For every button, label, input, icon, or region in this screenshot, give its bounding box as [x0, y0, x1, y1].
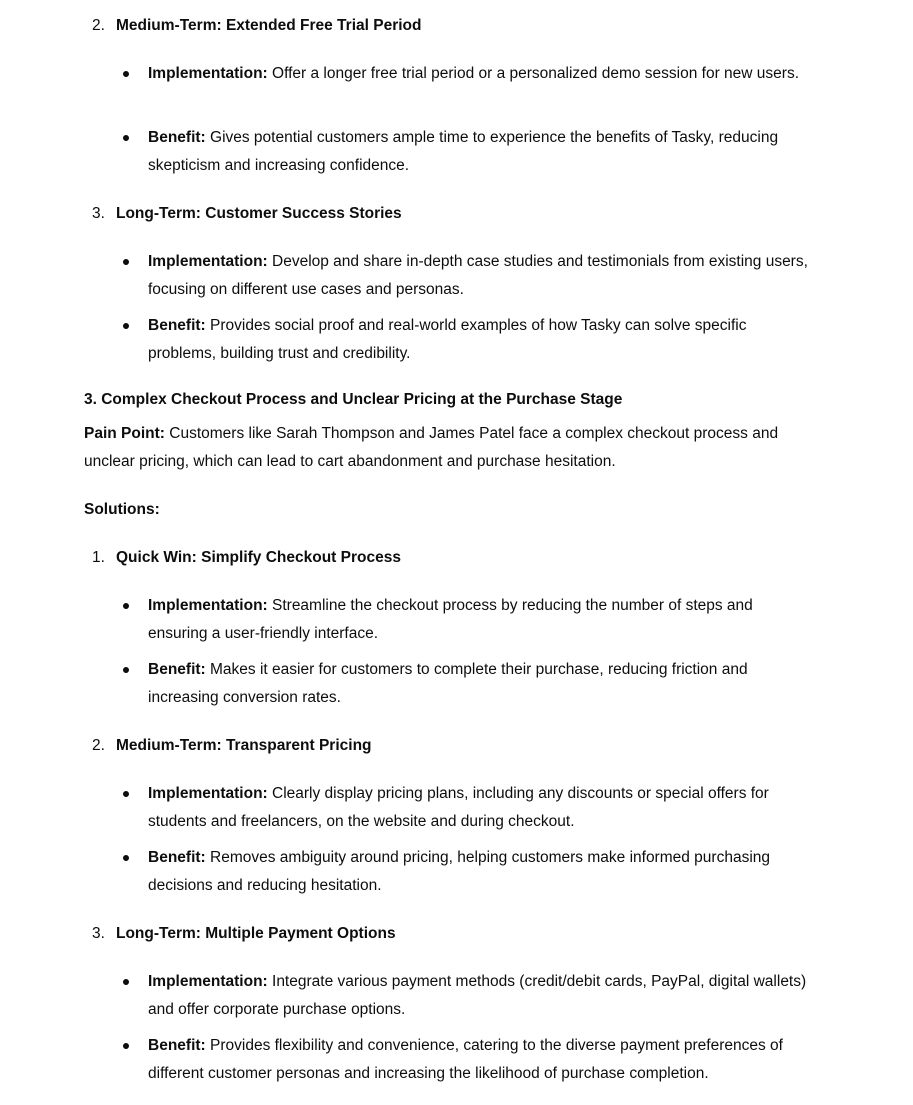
- bullet-item: [148, 844, 808, 900]
- numbered-item-heading: [92, 924, 396, 944]
- bullet-dot: [123, 1043, 129, 1049]
- list-number: 3.: [92, 205, 105, 222]
- bullet-text: Offer a longer free trial period or a personalized demo session for new users.: [267, 65, 799, 82]
- item-title: Long-Term: Customer Success Stories: [116, 205, 402, 222]
- list-number: 2.: [92, 737, 105, 754]
- list-number: 1.: [92, 549, 105, 566]
- bullet-label: Benefit:: [148, 1037, 206, 1054]
- bullet-dot: [123, 791, 129, 797]
- bullet-label: Implementation:: [148, 65, 268, 82]
- bullet-text: Provides social proof and real-world examples of how Tasky can solve specific problems, building trust and credibility.: [148, 317, 747, 362]
- pain-point-label: Pain Point:: [84, 425, 165, 442]
- pain-point-text: Customers like Sarah Thompson and James Patel face a complex checkout process and unclear pricing, which can lead to cart abandonment and purchase hesitation.: [84, 425, 779, 470]
- bullet-dot: [123, 323, 129, 329]
- bullet-label: Implementation:: [148, 253, 268, 270]
- item-title: Medium-Term: Transparent Pricing: [116, 737, 372, 754]
- bullet-label: Implementation:: [148, 973, 268, 990]
- section-heading: 3. Complex Checkout Process and Unclear Pricing at the Purchase Stage: [84, 391, 623, 408]
- list-number: 2.: [92, 17, 105, 34]
- bullet-dot: [123, 667, 129, 673]
- numbered-item-heading: [92, 548, 401, 568]
- bullet-label: Benefit:: [148, 661, 206, 678]
- bullet-label: Benefit:: [148, 849, 206, 866]
- bullet-dot: [123, 979, 129, 985]
- bullet-text: Makes it easier for customers to complete their purchase, reducing friction and increasing conversion rates.: [148, 661, 748, 706]
- bullet-text: Integrate various payment methods (credit/debit cards, PayPal, digital wallets) and offer corporate purchase options.: [148, 973, 807, 1018]
- bullet-item: [148, 124, 808, 180]
- bullet-item: [148, 60, 808, 88]
- bullet-label: Implementation:: [148, 597, 268, 614]
- item-title: Long-Term: Multiple Payment Options: [116, 925, 396, 942]
- bullet-dot: [123, 259, 129, 265]
- numbered-item-heading: [92, 736, 372, 756]
- bullet-item: [148, 312, 808, 368]
- bullet-dot: [123, 603, 129, 609]
- bullet-item: [148, 656, 808, 712]
- bullet-text: Provides flexibility and convenience, catering to the diverse payment preferences of different customer personas and increasing the likelihood of purchase completion.: [148, 1037, 783, 1082]
- item-title: Quick Win: Simplify Checkout Process: [116, 549, 401, 566]
- bullet-text: Removes ambiguity around pricing, helping customers make informed purchasing decisions and reducing hesitation.: [148, 849, 771, 894]
- bullet-text: Develop and share in-depth case studies and testimonials from existing users, focusing on different use cases and personas.: [148, 253, 808, 298]
- numbered-item-heading: [92, 16, 421, 36]
- bullet-item: [148, 248, 808, 304]
- solutions-label: Solutions:: [84, 501, 160, 518]
- bullet-item: [148, 968, 808, 1024]
- bullet-label: Benefit:: [148, 317, 206, 334]
- bullet-dot: [123, 135, 129, 141]
- pain-point-paragraph: [84, 420, 824, 476]
- item-title: Medium-Term: Extended Free Trial Period: [116, 17, 422, 34]
- bullet-item: [148, 1032, 808, 1088]
- bullet-text: Gives potential customers ample time to experience the benefits of Tasky, reducing skepticism and increasing confidence.: [148, 129, 779, 174]
- bullet-item: [148, 780, 808, 836]
- bullet-text: Streamline the checkout process by reducing the number of steps and ensuring a user-friendly interface.: [148, 597, 753, 642]
- bullet-dot: [123, 855, 129, 861]
- bullet-label: Benefit:: [148, 129, 206, 146]
- bullet-dot: [123, 71, 129, 77]
- list-number: 3.: [92, 925, 105, 942]
- numbered-item-heading: [92, 204, 402, 224]
- bullet-item: [148, 592, 808, 648]
- bullet-text: Clearly display pricing plans, including any discounts or special offers for students and freelancers, on the website and during checkout.: [148, 785, 769, 830]
- bullet-label: Implementation:: [148, 785, 268, 802]
